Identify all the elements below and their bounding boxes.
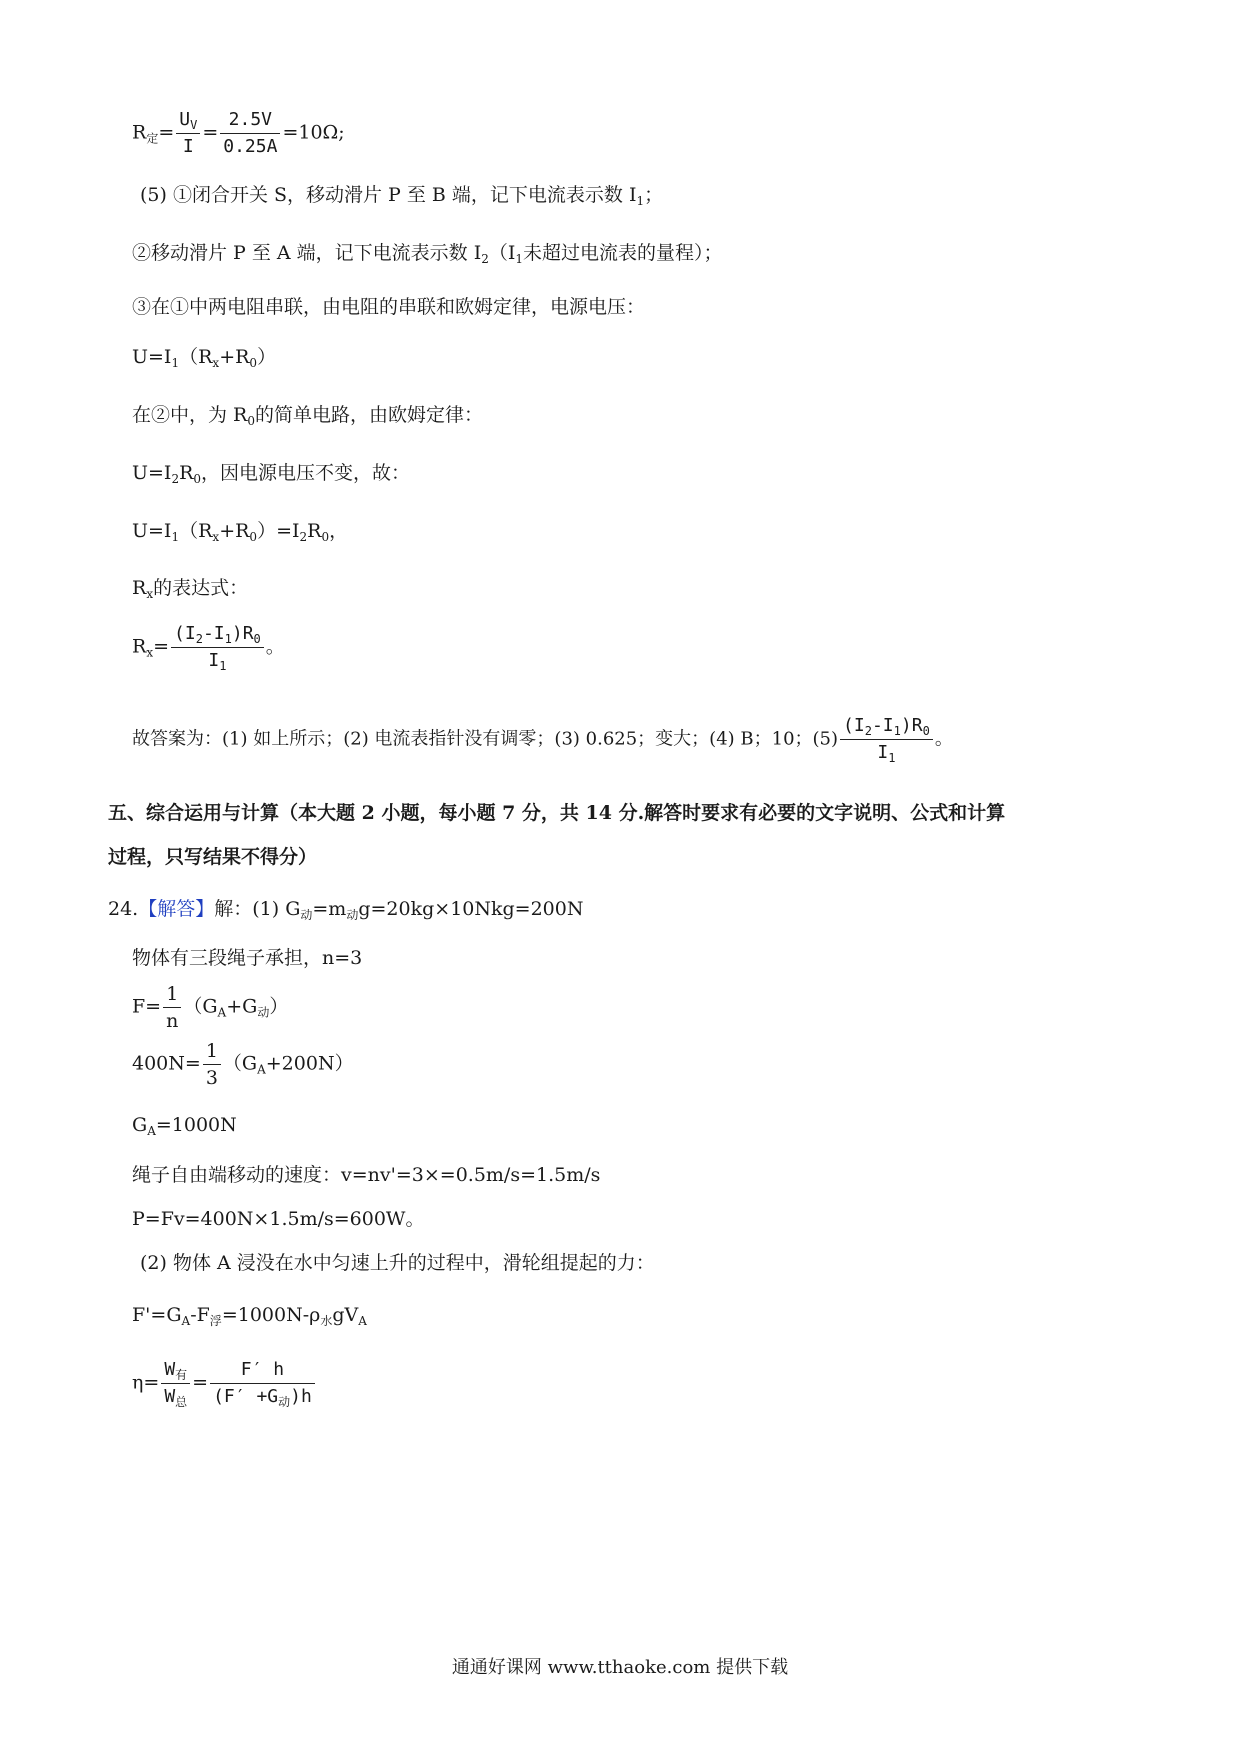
answer-tag: 【解答】 [138, 898, 215, 920]
text: 定 [146, 131, 159, 146]
text: U=I [132, 462, 172, 484]
text: x [212, 530, 220, 544]
text: +R [219, 520, 250, 542]
text: V [190, 118, 198, 132]
equation-ga [132, 1112, 237, 1138]
text: 在②中，为 R [132, 404, 248, 426]
fraction [163, 982, 181, 1033]
question-24-solution [108, 896, 584, 922]
text: R [307, 520, 322, 542]
fraction [210, 1358, 315, 1409]
text: W [164, 1386, 176, 1407]
text: 2 [864, 724, 872, 738]
text: 1 [163, 982, 181, 1008]
equation-u-simple [132, 460, 410, 486]
text-line [132, 1206, 424, 1232]
text: +200N） [265, 1052, 354, 1075]
text: 0 [922, 724, 930, 738]
text: =1000N [155, 1114, 237, 1136]
text: 有 [175, 1368, 188, 1382]
text: 动 [278, 1395, 291, 1409]
text: F′ h [210, 1358, 315, 1384]
text: 水 [320, 1314, 333, 1328]
equation-u-combined [132, 518, 348, 544]
text: 浮 [209, 1314, 222, 1328]
text: ， [329, 520, 349, 542]
text: R [132, 577, 147, 599]
text: η= [132, 1371, 160, 1394]
text: 1 [224, 632, 232, 646]
text: -I [871, 715, 894, 736]
text: 2 [171, 472, 180, 486]
text: = [192, 1371, 209, 1394]
formula-rx [132, 622, 285, 673]
text: 绳子自由端移动的速度：v=nv'=3×=0.5m/s=1.5m/s [132, 1164, 601, 1186]
text: 动 [257, 1005, 270, 1020]
text: I [208, 650, 220, 671]
text: 。 [934, 728, 953, 750]
text: 2.5V [220, 108, 280, 134]
section-title [108, 800, 1005, 826]
text: 1 [515, 252, 524, 266]
text: 0 [249, 530, 258, 544]
text: x [212, 356, 220, 370]
text: ，因电源电压不变，故： [201, 462, 411, 484]
text-line [140, 1250, 655, 1276]
text: ； [644, 184, 664, 206]
text: 2 [481, 252, 489, 266]
text: )R [231, 623, 254, 644]
text: -F [190, 1304, 210, 1326]
text: U=I [132, 520, 172, 542]
text: 1 [636, 194, 645, 208]
text: U=I [132, 346, 172, 368]
text: ） [257, 346, 277, 368]
text: =10Ω; [282, 121, 345, 144]
text: 2 [299, 530, 308, 544]
text: R [132, 121, 147, 144]
text: ） [269, 995, 289, 1018]
text-line [132, 945, 362, 971]
fraction [176, 108, 200, 159]
equation-400n [132, 1039, 354, 1090]
page-footer: 通通好课网 www.tthaoke.com 提供下载 [451, 1657, 789, 1678]
text: 动 [346, 908, 359, 922]
text: 1 [171, 530, 180, 544]
text: 3 [205, 1067, 218, 1089]
text: 的简单电路，由欧姆定律： [255, 404, 484, 426]
text: I [182, 136, 194, 157]
text: 五、综合运用与计算（本大题 2 小题，每小题 7 分，共 14 分.解答时要求有必要的文字说明、公式和计算 [108, 802, 1006, 824]
text: A [147, 1124, 156, 1138]
text: 0 [321, 530, 330, 544]
text: 0.25A [223, 136, 278, 157]
text: =m [312, 898, 347, 920]
text: （G [222, 1052, 258, 1075]
step-5-3 [132, 294, 645, 320]
text-line [132, 575, 248, 601]
text: A [181, 1314, 191, 1328]
equation-f-prime [132, 1302, 367, 1328]
text: （G [183, 995, 218, 1018]
text: 0 [247, 414, 255, 428]
text: (5) ①闭合开关 S，移动滑片 P 至 B 端，记下电流表示数 I [140, 184, 637, 206]
text: g=20kg×10Nkg=200N [358, 898, 584, 920]
text: = [202, 121, 219, 144]
text: 0 [253, 632, 261, 646]
fraction [840, 714, 933, 765]
text: 1 [893, 724, 901, 738]
text: 1 [219, 659, 227, 673]
text: （R [179, 346, 213, 368]
text: (I [174, 623, 196, 644]
text: 动 [300, 908, 313, 922]
text: （I [488, 242, 516, 264]
text: = [153, 635, 170, 658]
text: 。 [265, 635, 285, 658]
text: 过程，只写结果不得分） [108, 846, 318, 868]
text: ②移动滑片 P 至 A 端，记下电流表示数 I [132, 242, 482, 264]
text: 的表达式： [153, 577, 249, 599]
text: 2 [195, 632, 203, 646]
text: 未超过电流表的量程）； [523, 242, 723, 264]
text: (I [843, 715, 865, 736]
text: 400N= [132, 1052, 201, 1075]
text: +G [226, 995, 258, 1018]
text: )h [290, 1386, 312, 1407]
text: R [179, 462, 194, 484]
text: x [146, 587, 154, 601]
step-5-2 [132, 240, 723, 266]
text: = [158, 121, 175, 144]
text: A [257, 1062, 266, 1077]
text: =1000N-ρ [221, 1304, 321, 1326]
fraction [220, 108, 280, 159]
fraction [161, 1358, 190, 1409]
section-title-cont [108, 844, 317, 870]
text-line [132, 1162, 600, 1188]
text: -I [202, 623, 225, 644]
text-line [132, 402, 483, 428]
step-5-1 [140, 182, 663, 208]
text: 24. [108, 898, 139, 920]
text: (2) 物体 A 浸没在水中匀速上升的过程中，滑轮组提起的力： [140, 1252, 655, 1274]
text: I [877, 742, 889, 763]
text: R [132, 635, 147, 658]
text: n [166, 1010, 179, 1032]
text: )R [900, 715, 923, 736]
text: x [146, 645, 154, 660]
text: F= [132, 995, 162, 1018]
fraction [203, 1039, 221, 1090]
equation-u-series [132, 344, 276, 370]
text: 总 [175, 1395, 188, 1409]
text: 1 [171, 356, 180, 370]
text: F'=G [132, 1304, 182, 1326]
text: 故答案为：(1) 如上所示；(2) 电流表指针没有调零；(3) 0.625；变大；(4) B；10；(5) [132, 728, 839, 750]
text: A [358, 1314, 367, 1328]
text: （R [179, 520, 213, 542]
text: ）=I [257, 520, 300, 542]
text: 物体有三段绳子承担，n=3 [132, 947, 363, 969]
text: A [217, 1005, 227, 1020]
text: P=Fv=400N×1.5m/s=600W。 [132, 1208, 425, 1230]
equation-efficiency [132, 1358, 317, 1409]
text: gV [332, 1304, 359, 1326]
text: +R [219, 346, 250, 368]
text: G [132, 1114, 148, 1136]
text: 1 [888, 751, 896, 765]
formula-r-fixed [132, 108, 345, 159]
answer-summary [132, 714, 953, 765]
text: 1 [203, 1039, 221, 1065]
text: 0 [193, 472, 202, 486]
text: 解：(1) G [214, 898, 301, 920]
equation-f [132, 982, 288, 1033]
fraction [171, 622, 264, 673]
text: 0 [249, 356, 258, 370]
text: W [164, 1359, 176, 1380]
text: ③在①中两电阻串联，由电阻的串联和欧姆定律，电源电压： [132, 296, 646, 318]
text: (F′ +G [213, 1386, 279, 1407]
text: U [179, 109, 191, 130]
